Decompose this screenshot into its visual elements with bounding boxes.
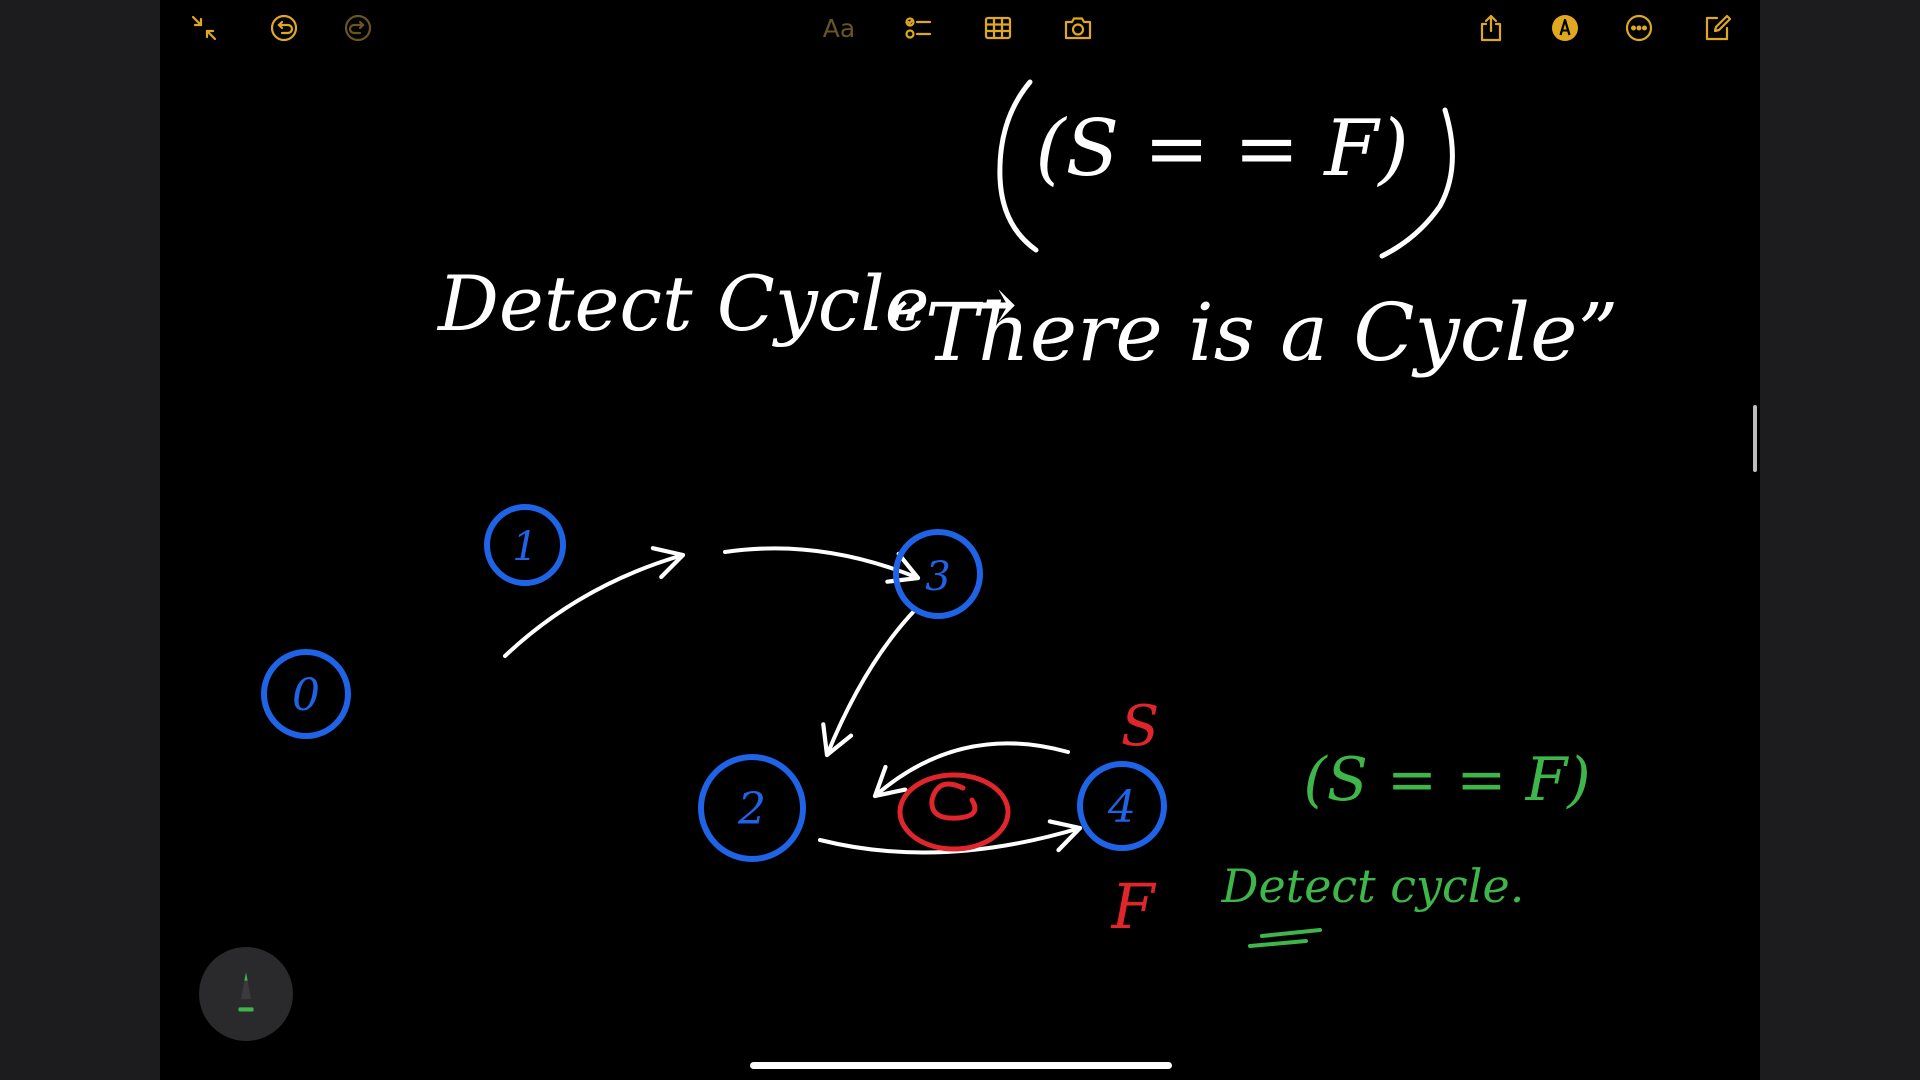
- pencil-tool-button[interactable]: [199, 947, 293, 1041]
- node-label-2: 2: [738, 784, 766, 835]
- edge-1-3: [725, 548, 918, 578]
- graph-node: [487, 507, 563, 583]
- fast-pointer-label: F: [1111, 870, 1155, 943]
- graph-node: [264, 652, 348, 736]
- home-indicator[interactable]: [750, 1062, 1172, 1069]
- node-label-3: 3: [925, 554, 951, 600]
- top-condition-open-paren: [1000, 82, 1036, 250]
- side-condition-text: (S = = F): [1303, 745, 1591, 815]
- node-label-4: 4: [1108, 782, 1136, 833]
- heading-detect-cycle: Detect Cycle →: [438, 259, 1018, 348]
- graph-node: [701, 757, 803, 859]
- handwriting-layer: [160, 0, 1760, 1080]
- heading-quote: “There is a Cycle”: [884, 286, 1619, 379]
- note-canvas[interactable]: [160, 0, 1760, 1080]
- cycle-marker-loop: [932, 784, 975, 818]
- top-condition-text: (S = = F): [1035, 104, 1409, 194]
- side-note-text: Detect cycle.: [1221, 859, 1525, 913]
- side-note-underline: [1250, 930, 1320, 946]
- edge-4-2: [875, 743, 1068, 796]
- pencil-icon: [229, 969, 263, 1019]
- node-label-1: 1: [512, 524, 538, 570]
- slow-pointer-label: S: [1120, 694, 1160, 759]
- edge-3-2: [827, 610, 915, 755]
- graph-node: [1080, 764, 1164, 848]
- edge-0-1: [505, 555, 683, 656]
- scroll-indicator[interactable]: [1753, 405, 1757, 472]
- node-label-0: 0: [292, 670, 320, 721]
- format-text-label: Aa: [822, 13, 856, 43]
